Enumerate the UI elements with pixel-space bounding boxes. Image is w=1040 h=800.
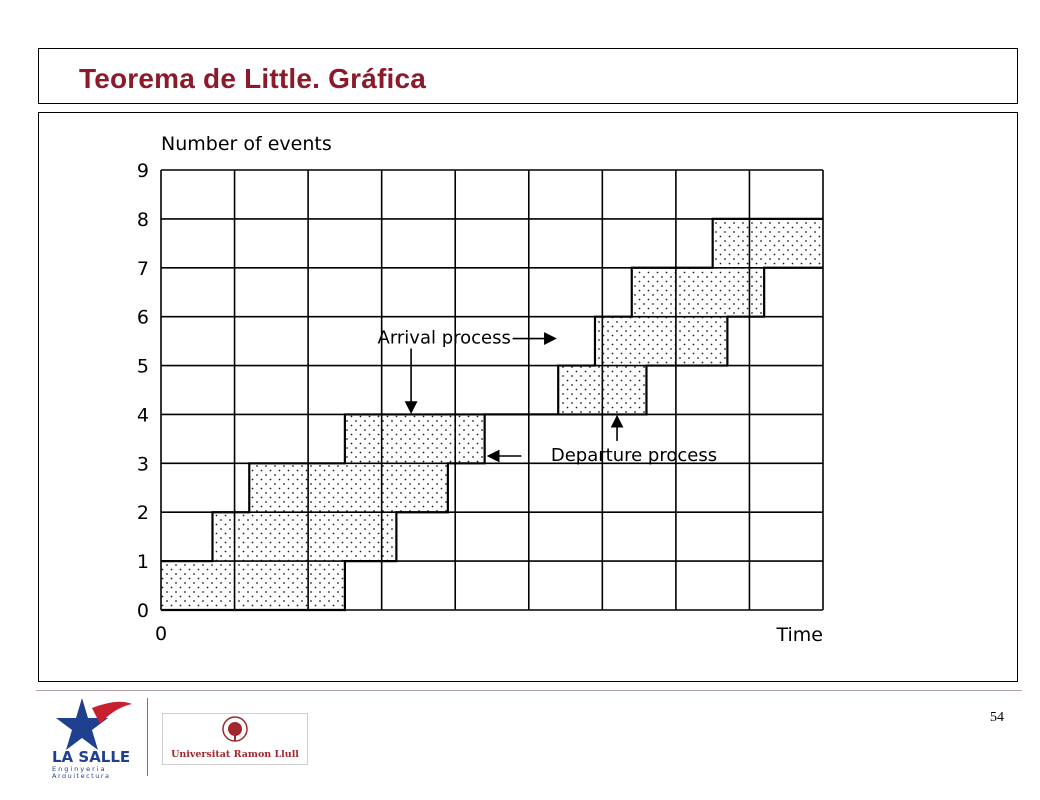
chart-frame [38,112,1018,682]
queue-area-segment [632,268,647,415]
queue-area-segment [161,561,212,610]
x-axis-label: Time [776,624,823,646]
x-tick-label: 0 [154,623,168,645]
annotation-departure-label: Departure process [550,444,718,466]
queue-area-segment [558,366,595,415]
title-box [38,48,1018,104]
annotation-arrival-label: Arrival process [377,327,511,349]
y-tick-label: 1 [136,551,149,574]
queue-area-segment [713,219,728,366]
url-logo [162,713,308,765]
step-chart [39,113,1017,681]
queue-area-segment [448,414,485,463]
logo-divider [147,698,148,776]
y-tick-label: 3 [136,453,149,476]
y-tick-label: 7 [136,257,149,280]
y-tick-label: 4 [136,404,149,427]
slide-title: Teorema de Little. Gráfica [79,63,427,94]
la-salle-line2: Enginyeria [52,765,107,773]
y-tick-label: 5 [136,355,149,378]
y-tick-label: 8 [136,208,149,231]
tree-seal-icon [223,717,247,741]
y-tick-label: 0 [136,600,149,622]
y-tick-label: 6 [136,306,149,329]
queue-area-segment [764,219,823,268]
footer-divider [36,690,1022,691]
y-tick-label: 2 [136,502,149,525]
y-tick-label: 9 [136,160,149,182]
la-salle-wordmark: LA SALLE [52,748,131,766]
queue-area-segment [345,414,396,561]
url-wordmark: Universitat Ramon Llull [171,749,299,760]
queue-area-segment [249,463,345,610]
y-axis-label: Number of events [161,133,332,155]
la-salle-logo [48,694,138,778]
la-salle-line3: Arquitectura [52,772,111,778]
page-number: 54 [990,710,1004,725]
